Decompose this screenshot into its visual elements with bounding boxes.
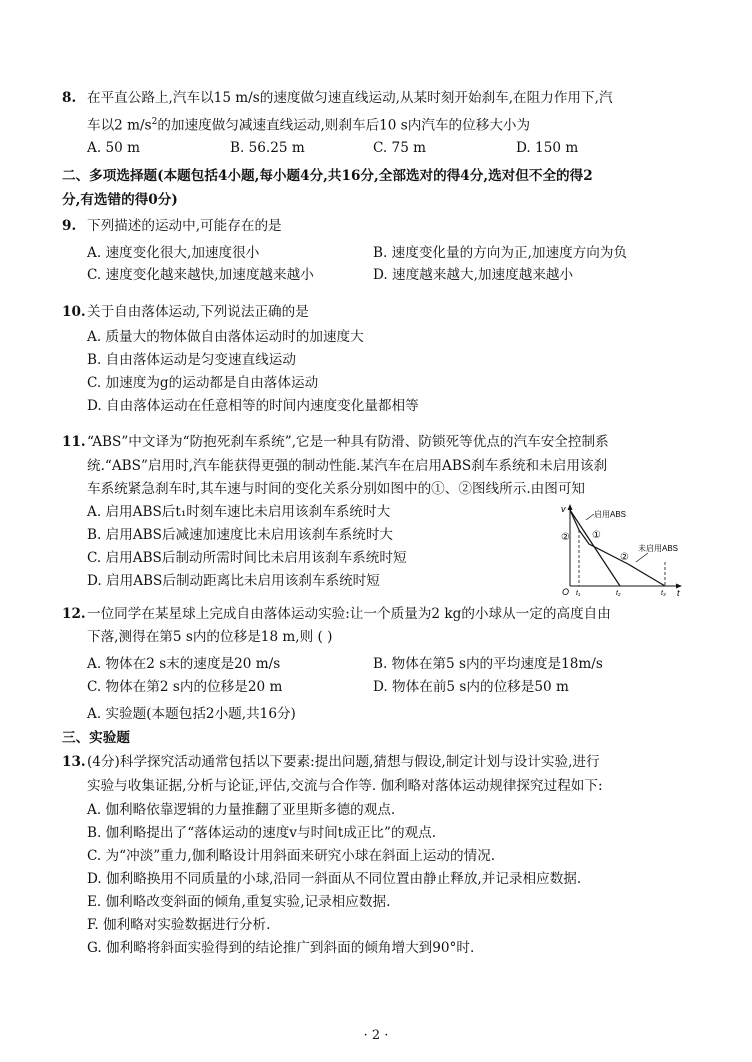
q13-item-g: G. 伽利略将斜面实验得到的结论推广到斜面的倾角增大到90°时. (87, 940, 475, 956)
q10-option-b: B. 自由落体运动是匀变速直线运动 (87, 352, 296, 368)
t-axis-label: t (677, 588, 680, 596)
q12-option-b: B. 物体在第5 s内的平均速度是18m/s (373, 656, 603, 672)
q8-number: 8. (62, 90, 77, 106)
tick-t3: t₃ (661, 590, 666, 596)
q8-option-d: D. 150 m (516, 140, 579, 156)
q13-stem-line2: 实验与收集证据,分析与论证,评估,交流与合作等. 伽利略对落体运动规律探究过程如下: (87, 778, 603, 794)
section2-heading-line1: 二、多项选择题(本题包括4小题,每小题4分,共16分,全部选对的得4分,选对但不全的得2 (62, 168, 593, 184)
q10-option-c: C. 加速度为g的运动都是自由落体运动 (87, 375, 319, 391)
q12-option-c: C. 物体在第2 s内的位移是20 m (87, 679, 283, 695)
origin-label: O (562, 587, 570, 596)
curve-2-marker: ② (561, 532, 570, 543)
q9-number: 9. (62, 218, 77, 234)
q8-stem-line1: 在平直公路上,汽车以15 m/s的速度做匀速直线运动,从某时刻开始刹车,在阻力作用下,汽 (87, 90, 613, 106)
q11-option-c: C. 启用ABS后制动所需时间比未启用该刹车系统时短 (87, 550, 407, 566)
q8-option-b: B. 56.25 m (230, 140, 305, 156)
q12-option-d: D. 物体在前5 s内的位移是50 m (373, 679, 569, 695)
curve-1-abs-on (570, 510, 620, 586)
v-axis-label: v (561, 504, 566, 514)
q12-stem-line2: 下落,测得在第5 s内的位移是18 m,则 ( ) (87, 629, 333, 645)
q12-option-a: A. 物体在2 s末的速度是20 m/s (87, 656, 281, 672)
q13-item-b: B. 伽利略提出了“落体运动的速度v与时间t成正比”的观点. (87, 825, 437, 841)
curve-1-marker: ① (592, 530, 601, 541)
q8-option-c: C. 75 m (373, 140, 427, 156)
v-axis-arrow (568, 504, 573, 510)
q8-option-a: A. 50 m (87, 140, 140, 156)
label-off-leader (636, 553, 648, 562)
q12-stem-line1: 一位同学在某星球上完成自由落体运动实验:让一个质量为2 kg的小球从一定的高度自由 (87, 606, 611, 622)
q11-stem-line3: 车系统紧急刹车时,其车速与时间的变化关系分别如图中的①、②图线所示.由图可知 (87, 481, 586, 497)
q10-option-d: D. 自由落体运动在任意相等的时间内速度变化量都相等 (87, 398, 419, 414)
q11-option-b: B. 启用ABS后减速加速度比未启用该刹车系统时大 (87, 527, 394, 543)
label-on-leader (586, 514, 594, 520)
q9-stem: 下列描述的运动中,可能存在的是 (87, 218, 282, 234)
q9-option-c: C. 速度变化越来越快,加速度越来越小 (87, 267, 314, 283)
abs-velocity-graph (556, 500, 686, 596)
q9-option-b: B. 速度变化量的方向为正,加速度方向为负 (373, 245, 628, 261)
label-abs-off: 未启用ABS (638, 544, 679, 553)
page-number: · 2 · (363, 1028, 389, 1043)
q13-stem-line1: (4分)科学探究活动通常包括以下要素:提出问题,猜想与假设,制定计划与设计实验,进行 (87, 754, 600, 770)
tick-t1: t₁ (576, 590, 581, 596)
section3-heading: 三、实验题 (62, 730, 130, 746)
q13-number: 13. (62, 754, 86, 770)
q13-item-a: A. 伽利略依靠逻辑的力量推翻了亚里斯多德的观点. (87, 802, 396, 818)
q13-item-f: F. 伽利略对实验数据进行分析. (87, 917, 271, 933)
q11-stem-line1: “ABS”中文译为“防抱死刹车系统”,它是一种具有防滑、防锁死等优点的汽车安全控制系 (87, 434, 609, 450)
q10-number: 10. (62, 304, 86, 320)
q10-stem: 关于自由落体运动,下列说法正确的是 (87, 304, 309, 320)
q13-item-d: D. 伽利略换用不同质量的小球,沿同一斜面从不同位置由静止释放,并记录相应数据. (87, 871, 582, 887)
q11-stem-line2: 统.“ABS”启用时,汽车能获得更强的制动性能.某汽车在启用ABS刹车系统和未启用该刹 (87, 458, 608, 474)
label-abs-on: 启用ABS (594, 510, 627, 519)
q13-item-e: E. 伽利略改变斜面的倾角,重复实验,记录相应数据. (87, 894, 391, 910)
tick-t2: t₂ (616, 590, 621, 596)
q13-item-c: C. 为“冲淡”重力,伽利略设计用斜面来研究小球在斜面上运动的情况. (87, 848, 496, 864)
curve-2-marker-right: ② (620, 552, 629, 563)
q8-stem-line2: 车以2 $m/s^2$的加速度做匀减速直线运动,则刹车后10 s内汽车的位移大小为 (87, 117, 531, 134)
q12-number: 12. (62, 606, 86, 622)
q10-option-a: A. 质量大的物体做自由落体运动时的加速度大 (87, 329, 364, 345)
q9-option-d: D. 速度越来越大,加速度越来越小 (373, 267, 574, 283)
q11-option-d: D. 启用ABS后制动距离比未启用该刹车系统时短 (87, 573, 380, 589)
section2-heading-line2: 分,有选错的得0分) (62, 192, 178, 208)
q9-option-a: A. 速度变化很大,加速度很小 (87, 245, 260, 261)
q11-number: 11. (62, 434, 86, 450)
q11-option-a: A. 启用ABS后t₁时刻车速比未启用该刹车系统时大 (87, 504, 391, 520)
q12-extra-line: A. 实验题(本题包括2小题,共16分) (87, 706, 296, 722)
